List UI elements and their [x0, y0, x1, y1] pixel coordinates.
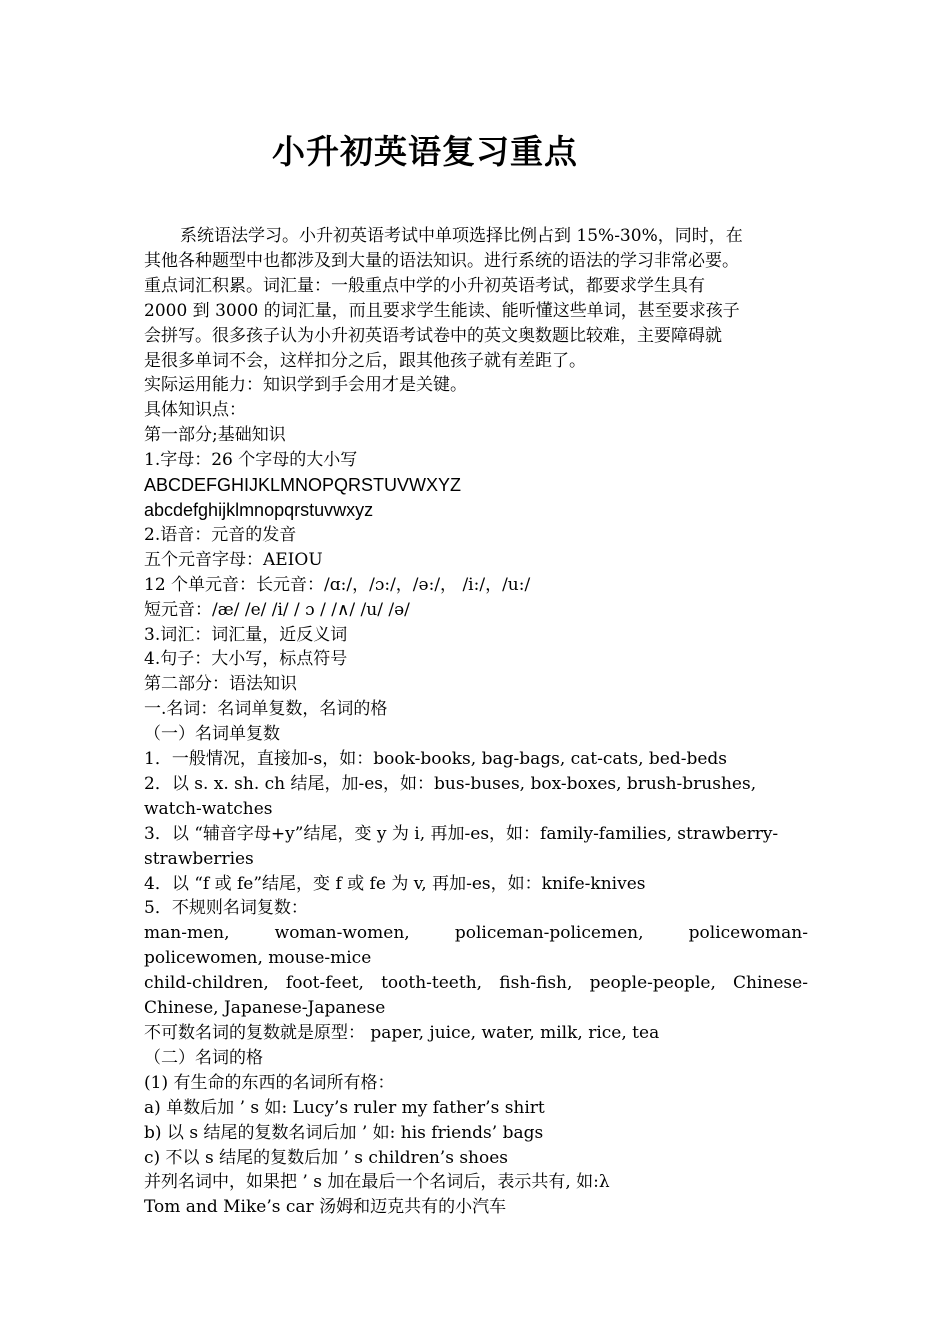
irregular-plural-line — [144, 971, 808, 996]
paragraph-line: 是很多单词不会，这样扣分之后，跟其他孩子就有差距了。 — [144, 350, 586, 371]
paragraph-line: 重点词汇积累。词汇量：一般重点中学的小升初英语考试，都要求学生具有 — [144, 275, 705, 296]
subsection-heading: （一）名词单复数 — [144, 724, 280, 745]
paragraph-line: 其他各种题型中也都涉及到大量的语法知识。进行系统的语法的学习非常必要。 — [144, 250, 739, 271]
paragraph-line: strawberries — [144, 848, 254, 869]
paragraph-line: watch-watches — [144, 798, 273, 819]
word: woman-women, — [274, 923, 410, 944]
word: people-people, — [589, 973, 716, 994]
paragraph-line: 12 个单元音：长元音：/ɑ:/，/ɔ:/，/ə:/， /i:/，/u:/ — [144, 574, 531, 595]
subsection-heading: （二）名词的格 — [144, 1047, 263, 1068]
lowercase-alphabet: abcdefghijklmnopqrstuvwxyz — [144, 499, 374, 520]
paragraph-line: 2000 到 3000 的词汇量，而且要求学生能读、能听懂这些单词，甚至要求孩子 — [144, 300, 740, 321]
paragraph-line: 不可数名词的复数就是原型： paper, juice, water, milk, rice, tea — [144, 1023, 660, 1043]
paragraph-line: 实际运用能力：知识学到手会用才是关键。 — [144, 375, 467, 396]
paragraph-line: 具体知识点： — [144, 400, 246, 421]
uppercase-alphabet: ABCDEFGHIJKLMNOPQRSTUVWXYZ — [144, 475, 462, 496]
paragraph-line: 并列名词中，如果把 ’ s 加在最后一个名词后，表示共有, 如:λ — [144, 1172, 610, 1193]
document-title: 小升初英语复习重点 — [272, 132, 578, 171]
paragraph-line: 4.句子：大小写，标点符号 — [144, 649, 348, 670]
paragraph-line: 系统语法学习。小升初英语考试中单项选择比例占到 15%-30%，同时，在 — [180, 226, 743, 246]
section-heading: 第二部分：语法知识 — [144, 674, 297, 695]
word: fish-fish, — [499, 973, 573, 994]
paragraph-line: c) 不以 s 结尾的复数后加 ’ s children’s shoes — [144, 1147, 509, 1168]
paragraph-line: (1) 有生命的东西的名词所有格： — [144, 1072, 395, 1093]
section-heading: 第一部分;基础知识 — [144, 425, 286, 446]
paragraph-line: Tom and Mike’s car 汤姆和迈克共有的小汽车 — [144, 1197, 507, 1218]
paragraph-line: 1．一般情况，直接加-s，如：book-books, bag-bags, cat-cats, bed-beds — [144, 749, 728, 770]
paragraph-line: 一.名词：名词单复数，名词的格 — [144, 699, 388, 720]
paragraph-line: policewomen, mouse-mice — [144, 948, 372, 969]
paragraph-line: 会拼写。很多孩子认为小升初英语考试卷中的英文奥数题比较难，主要障碍就 — [144, 325, 722, 346]
paragraph-line: 2．以 s. x. sh. ch 结尾，加-es，如：bus-buses, box-boxes, brush-brushes, — [144, 773, 757, 794]
paragraph-line: 4．以 “f 或 fe”结尾，变 f 或 fe 为 v, 再加-es，如：knife-knives — [144, 873, 646, 894]
irregular-plural-line — [144, 921, 808, 946]
document-body — [144, 224, 808, 1220]
word: policeman-policemen, — [454, 923, 644, 944]
word: policewoman- — [688, 923, 808, 944]
word: tooth-teeth, — [381, 973, 483, 994]
paragraph-line: 3.词汇：词汇量，近反义词 — [144, 624, 348, 645]
word: child-children, — [144, 973, 269, 994]
paragraph-line: Chinese, Japanese-Japanese — [144, 998, 386, 1019]
word: Chinese- — [733, 973, 808, 994]
paragraph-line: 1.字母：26 个字母的大小写 — [144, 450, 358, 471]
paragraph-line: 3．以 “辅音字母+y”结尾，变 y 为 i, 再加-es，如：family-families, strawberry- — [144, 823, 779, 844]
paragraph-line: 5．不规则名词复数： — [144, 898, 308, 919]
paragraph-line: b) 以 s 结尾的复数名词后加 ’ 如: his friends’ bags — [144, 1122, 544, 1143]
paragraph-line: 短元音：/æ/ /e/ /i/ / ɔ / /∧/ /u/ /ə/ — [144, 599, 410, 620]
word: man-men, — [144, 923, 230, 944]
paragraph-line: 五个元音字母：AEIOU — [144, 549, 323, 570]
word: foot-feet, — [285, 973, 364, 994]
paragraph-line: 2.语音：元音的发音 — [144, 524, 297, 545]
paragraph-line: a) 单数后加 ’ s 如: Lucy’s ruler my father’s shirt — [144, 1097, 545, 1118]
